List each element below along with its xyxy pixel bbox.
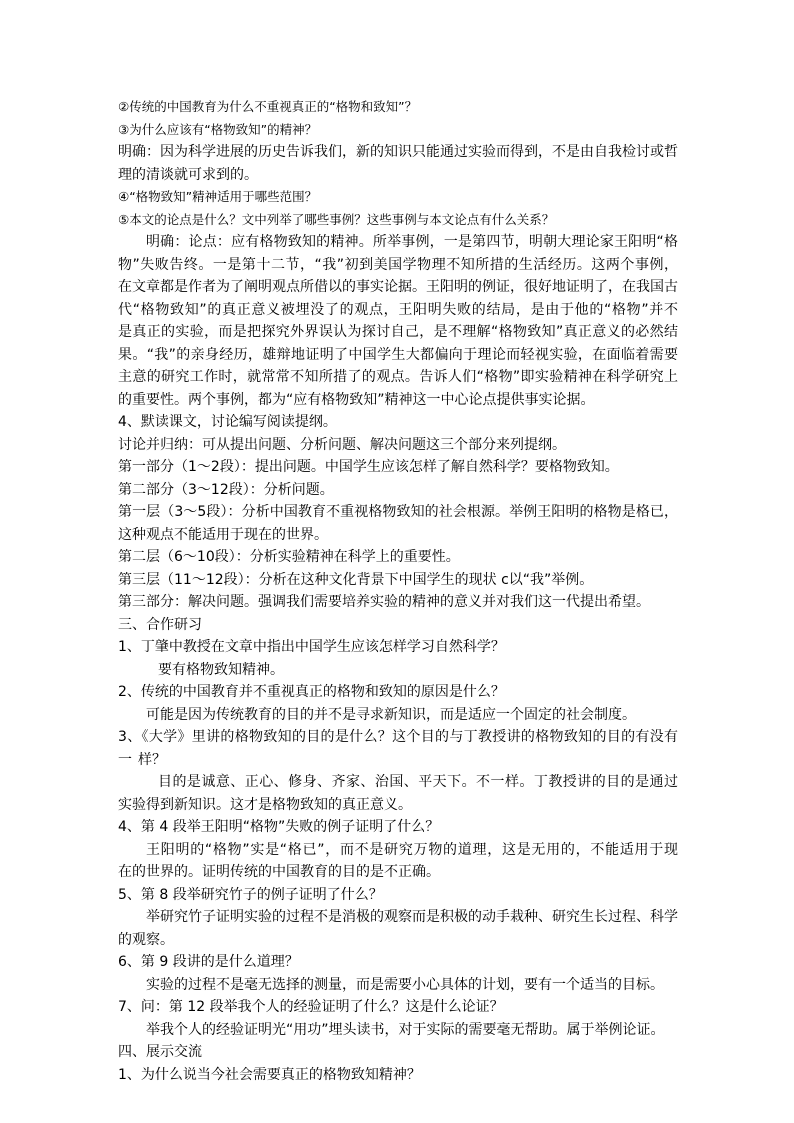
text-line: 实验得到新知识。这才是格物致知的真正意义。 <box>118 796 412 813</box>
text-line: 实验的过程不是毫无选择的测量，而是需要小心具体的计划，要有一个适当的目标。 <box>146 976 664 993</box>
text-line: 第三部分：解决问题。强调我们需要培养实验的精神的意义并对我们这一代提出希望。 <box>118 594 650 610</box>
text-line: 讨论并归纳：可从提出问题、分析问题、解决问题这三个部分来列提纲。 <box>118 436 566 453</box>
text-line: 第二层（6～10段）：分析实验精神在科学上的重要性。 <box>118 549 460 565</box>
text-line: 王阳明的“格物”实是“格已”，而不是研究万物的道理，这是无用的，不能适用于现 <box>146 841 678 858</box>
text-line: 举研究竹子证明实验的过程不是消极的观察而是积极的动手栽种、研究生长过程、科学 <box>146 909 678 925</box>
text-line: ⑤本文的论点是什么？文中列举了哪些事例？这些事例与本文论点有什么关系？ <box>118 211 555 227</box>
text-line: 在文章都是作者为了阐明观点所借以的事实论据。王阳明的例证，很好地证明了，在我国古 <box>118 279 678 295</box>
text-line: 1、丁肇中教授在文章中指出中国学生应该怎样学习自然科学？ <box>118 639 505 655</box>
document-page <box>118 96 678 1086</box>
text-line: ②传统的中国教育为什么不重视真正的“格物和致知”？ <box>118 99 418 114</box>
text-line: 的观察。 <box>118 931 174 948</box>
text-line: 要有格物致知精神。 <box>158 661 284 678</box>
text-line: 1、为什么说当今社会需要真正的格物致知精神？ <box>118 1066 421 1083</box>
text-line: 可能是因为传统教育的目的并不是寻求新知识，而是适应一个固定的社会制度。 <box>146 706 636 723</box>
text-line: 明确：因为科学进展的历史告诉我们，新的知识只能通过实验而得到，不是由自我检讨或哲 <box>118 144 678 160</box>
text-line: 理的清谈就可求到的。 <box>118 166 258 183</box>
text-line: 7、问：第 12 段举我个人的经验证明了什么？这是什么论证？ <box>118 999 504 1015</box>
text-line: 第一层（3～5段）：分析中国教育不重视格物致知的社会根源。举例王阳明的格物是格已， <box>118 504 678 520</box>
text-line: 2、传统的中国教育并不重视真正的格物和致知的原因是什么？ <box>118 684 505 700</box>
text-line: 明确：论点：应有格物致知的精神。所举事例，一是第四节，明朝大理论家王阳明“格 <box>146 234 678 250</box>
text-line: 果。“我”的亲身经历，雄辩地证明了中国学生大都偏向于理论而轻视实验，在面临着需要 <box>118 346 678 363</box>
text-line: 这种观点不能适用于现在的世界。 <box>118 526 328 543</box>
text-line: 第二部分（3～12段）：分析问题。 <box>118 481 334 498</box>
text-line: 4、第 4 段举王阳明“格物”失败的例子证明了什么？ <box>118 819 440 835</box>
text-line: 物”失败告终。一是第十二节，“我”初到美国学物理不知所措的生活经历。这两个事例， <box>118 256 678 273</box>
text-line: 的重要性。两个事例，都为“应有格物致知”精神这一中心论点提供事实论据。 <box>118 391 595 408</box>
text-line: 4、默读课文，讨论编写阅读提纲。 <box>118 414 337 430</box>
text-line: 举我个人的经验证明光“用功”埋头读书，对于实际的需要毫无帮助。属于举例论证。 <box>146 1021 665 1038</box>
text-line: ④“格物致知”精神适用于哪些范围？ <box>118 189 318 204</box>
text-line: 5、第 8 段举研究竹子的例子证明了什么？ <box>118 886 383 903</box>
text-line: 四、展示交流 <box>118 1044 202 1060</box>
text-line: 主意的研究工作时，就常常不知所措了的观点。告诉人们“格物”即实验精神在科学研究上 <box>118 369 678 385</box>
text-line: 是真正的实验，而是把探究外界误认为探讨自己，是不理解“格物致知”真正意义的必然结 <box>118 324 678 340</box>
text-line: 三、合作研习 <box>118 616 202 633</box>
text-line: 目的是诚意、正心、修身、齐家、治国、平天下。不一样。丁教授讲的目的是通过 <box>158 774 678 790</box>
text-line: 在的世界的。证明传统的中国教育的目的是不正确。 <box>118 864 440 880</box>
text-line: 样？ <box>138 751 166 768</box>
text-line: 3、《大学》里讲的格物致知的目的是什么？这个目的与丁教授讲的格物致知的目的有没有一 <box>118 729 678 768</box>
text-line: 6、第 9 段讲的是什么道理？ <box>118 954 299 970</box>
text-line: 代“格物致知”的真正意义被埋没了的观点，王阳明失败的结局，是由于他的“格物”并不 <box>118 301 678 318</box>
text-line: ③为什么应该有“格物致知”的精神？ <box>118 121 318 137</box>
text-line: 第一部分（1～2段）：提出问题。中国学生应该怎样了解自然科学？要格物致知。 <box>118 459 619 475</box>
text-line: 第三层（11～12段）：分析在这种文化背景下中国学生的现状 c以“我”举例。 <box>118 571 594 588</box>
